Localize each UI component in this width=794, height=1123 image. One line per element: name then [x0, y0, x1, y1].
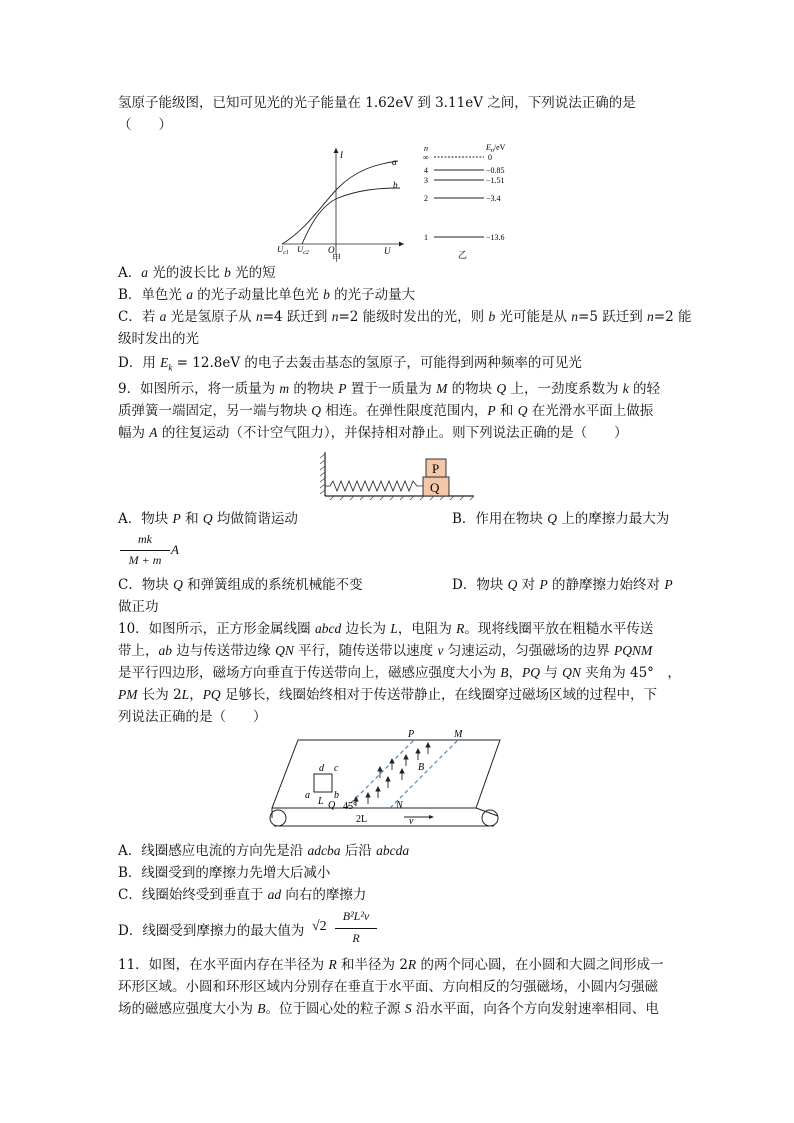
level-e-inf: 0 — [488, 153, 492, 162]
curve-b — [302, 188, 400, 244]
q11-stem-1: 11．如图，在水平面内存在半径为 R 和半径为 2R 的两个同心圆，在小圆和大圆之间形成一 — [118, 957, 664, 973]
q9-option-d: D．物块 Q 对 P 的静摩擦力始终对 P — [452, 577, 673, 593]
block-p-label: P — [432, 461, 440, 476]
field-arrows — [354, 743, 430, 806]
q8-option-c-cont: 级时发出的光 — [118, 331, 199, 347]
q8-paren: （ ） — [118, 117, 172, 133]
q9-b-frac-num: mk — [138, 532, 152, 546]
coil — [314, 774, 332, 792]
coil-l-label: L — [318, 796, 324, 807]
level-n-1: 1 — [424, 233, 428, 242]
q11-stem-2: 环形区域。小圆和环形区域内分别存在垂直于水平面、方向相反的匀强磁场，小圆内匀强磁 — [118, 979, 658, 995]
level-n-3: 3 — [424, 176, 428, 185]
photoelectric-iv-figure — [276, 140, 412, 262]
level-e-3: −1.51 — [486, 176, 505, 185]
coil-d-label: d — [319, 763, 324, 774]
q8-option-a: A．a 光的波长比 b 光的短 — [118, 265, 276, 281]
q10-d-frac-den: R — [352, 931, 360, 945]
q10-stem-5: 列说法正确的是（ ） — [118, 709, 267, 725]
q9-stem-2: 质弹簧一端固定，另一端与物块 Q 相连。在弹性限度范围内，P 和 Q 在光滑水平面上做振 — [118, 403, 654, 419]
q9-b-frac-bar — [120, 550, 170, 551]
level-e-4: −0.85 — [486, 166, 505, 175]
q9-option-a: A．物块 P 和 Q 均做简谐运动 — [118, 511, 298, 527]
roller-right — [482, 810, 498, 826]
origin-label: O — [328, 245, 335, 255]
point-p-label: P — [408, 729, 415, 740]
caption-jia: 甲 — [332, 253, 342, 262]
energy-level-figure — [420, 140, 532, 264]
level-n-2: 2 — [424, 194, 428, 203]
point-m-label: M — [454, 729, 463, 740]
field-b-label: B — [418, 762, 425, 773]
q10-d-sqrt: √2 — [312, 919, 327, 934]
q8-stem: 氢原子能级图，已知可见光的光子能量在 1.62eV 到 3.11eV 之间，下列说法正确的是 — [118, 95, 636, 111]
level-e-1: −13.6 — [486, 233, 505, 242]
coil-c-label: c — [334, 763, 339, 774]
block-q-label: Q — [430, 480, 440, 495]
q10-stem-4: PM 长为 2L，PQ 足够长，线圈始终相对于传送带静止，在线圈穿过磁场区域的过程中，下 — [118, 687, 657, 703]
curve-b-label: b — [393, 180, 398, 190]
q9-b-frac-tail: A — [171, 542, 179, 557]
uc2-label: $U_{c2}$ — [297, 244, 309, 256]
q8-option-c: C．若 a 光是氢原子从 n=4 跃迁到 n=2 能级时发出的光，则 b 光可能是从 n=5 跃迁到 n=2 能 — [118, 309, 692, 325]
spring — [325, 481, 423, 491]
point-n-label: N — [396, 800, 403, 811]
axis-u-label: U — [384, 246, 391, 256]
q9-option-c: C．物块 Q 和弹簧组成的系统机械能不变 — [118, 577, 363, 593]
boundary-nm — [390, 740, 458, 808]
coil-b-label: b — [334, 790, 339, 801]
spring-block-figure — [320, 448, 480, 502]
q10-d-frac-num: B²L²v — [342, 909, 370, 923]
header-n: n — [424, 144, 428, 153]
q10-option-b: B．线圈受到的摩擦力先增大后减小 — [118, 865, 331, 881]
q10-stem-2: 带上，ab 边与传送带边缘 QN 平行，随传送带以速度 v 匀速运动，匀强磁场的边界 PQNM — [118, 643, 653, 659]
q9-option-b: B．作用在物块 Q 上的摩擦力最大为 — [452, 511, 670, 527]
conveyor-figure — [268, 726, 504, 830]
curve-a — [282, 161, 398, 244]
q10-option-a: A．线圈感应电流的方向先是沿 adcba 后沿 abcda — [118, 843, 410, 859]
curve-a-label: a — [392, 157, 397, 167]
q10-option-d: D．线圈受到摩擦力的最大值为 — [118, 923, 305, 939]
q8-option-b: B．单色光 a 的光子动量比单色光 b 的光子动量大 — [118, 287, 416, 303]
level-n-4: 4 — [424, 166, 428, 175]
q9-stem-3: 幅为 A 的往复运动（不计空气阻力），并保持相对静止。则下列说法正确的是（ ） — [118, 425, 628, 441]
level-n-inf: ∞ — [423, 153, 429, 162]
q10-d-frac-bar — [335, 928, 377, 929]
q11-stem-3: 场的磁感应强度大小为 B。位于圆心处的粒子源 S 沿水平面，向各个方向发射速率相同、电 — [118, 1001, 659, 1017]
point-q-label: Q — [328, 800, 336, 811]
angle-label: 45° — [343, 801, 357, 812]
header-e: $E_n/eV$ — [486, 143, 506, 154]
q9-stem-1: 9．如图所示，将一质量为 m 的物块 P 置于一质量为 M 的物块 Q 上，一劲度系数为 k 的轻 — [118, 381, 661, 397]
length-2l-label: 2L — [356, 814, 368, 825]
velocity-label: v — [409, 816, 414, 827]
axis-i-label: I — [340, 150, 343, 160]
q10-option-c: C．线圈始终受到垂直于 ad 向右的摩擦力 — [118, 887, 367, 903]
caption-yi: 乙 — [458, 250, 468, 260]
uc1-label: $U_{c1}$ — [277, 244, 289, 256]
level-e-2: −3.4 — [486, 194, 501, 203]
q9-option-d-cont: 做正功 — [118, 599, 159, 615]
coil-a-label: a — [305, 790, 310, 801]
q10-stem-1: 10．如图所示，正方形金属线圈 abcd 边长为 L，电阻为 R。现将线圈平放在粗糙水平传送 — [118, 621, 654, 637]
q10-stem-3: 是平行四边形，磁场方向垂直于传送带向上，磁感应强度大小为 B，PQ 与 QN 夹角为 45° ， — [118, 665, 681, 681]
q9-b-frac-den: M + m — [128, 553, 162, 567]
q8-option-d: D．用 $E_k = 12.8eV$ 的电子去轰击基态的氢原子，可能得到两种频率的可见光 — [118, 355, 582, 373]
